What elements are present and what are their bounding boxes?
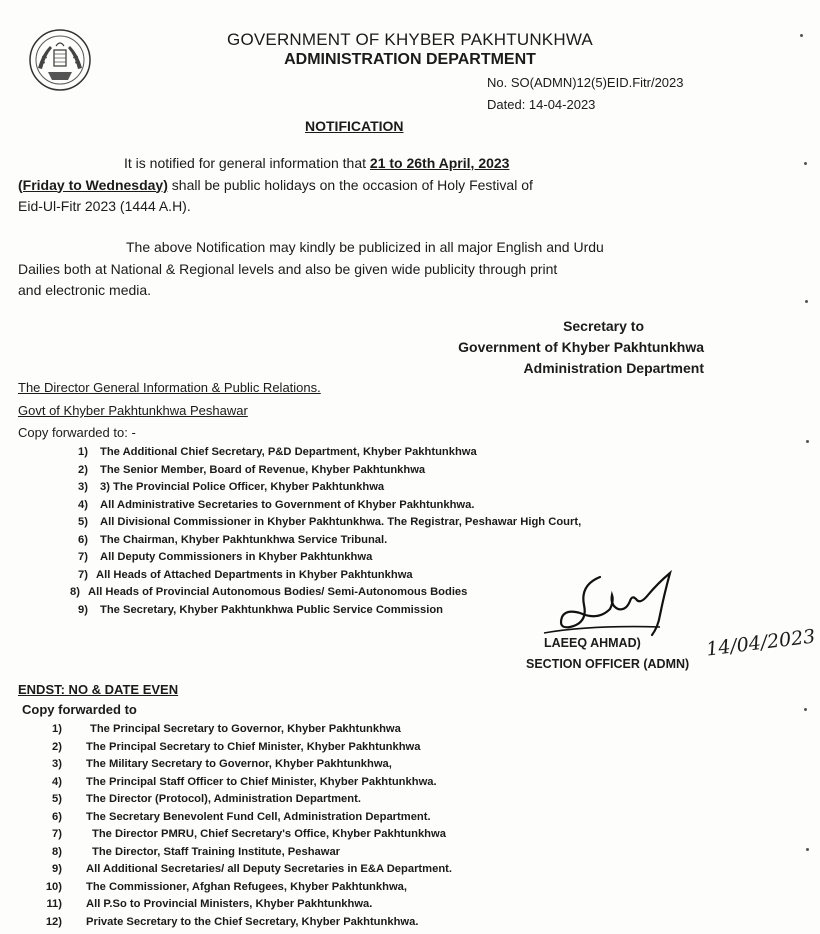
govt-heading: GOVERNMENT OF KHYBER PAKHTUNKHWA bbox=[227, 30, 593, 49]
department-heading: ADMINISTRATION DEPARTMENT bbox=[284, 51, 536, 68]
signature-date: 14/04/2023 bbox=[705, 625, 817, 661]
scan-mark bbox=[805, 300, 808, 303]
list-item: 2) The Principal Secretary to Chief Minister, Khyber Pakhtunkhwa bbox=[52, 740, 421, 753]
list-item: 7) The Director PMRU, Chief Secretary's Office, Khyber Pakhtunkhwa bbox=[52, 828, 446, 840]
endst-copy-label: Copy forwarded to bbox=[22, 702, 137, 717]
p1-text-a: It is notified for general information that bbox=[124, 155, 370, 171]
list-item: 1) The Additional Chief Secretary, P&D Department, Khyber Pakhtunkhwa bbox=[78, 446, 477, 458]
p2-text-b: Dailies both at National & Regional levels and also be given wide publicity through print bbox=[18, 260, 558, 277]
list-item: 3) 3) The Provincial Police Officer, Khyber Pakhtunkhwa bbox=[78, 481, 385, 493]
p1-text-b: shall be public holidays on the occasion of Holy Festival of bbox=[167, 176, 533, 193]
signature-icon bbox=[540, 565, 710, 645]
list-item: 4) The Principal Staff Officer to Chief Minister, Khyber Pakhtunkhwa. bbox=[52, 775, 437, 788]
signatory-block bbox=[458, 316, 704, 379]
section-officer-name: LAEEQ AHMAD) bbox=[544, 636, 641, 650]
signatory-line-3: Administration Department bbox=[523, 360, 704, 376]
signatory-line-1: Secretary to bbox=[563, 318, 644, 334]
list-item: 2) The Senior Member, Board of Revenue, Khyber Pakhtunkhwa bbox=[78, 463, 426, 476]
list-item: 5) The Director (Protocol), Administration Department. bbox=[52, 793, 361, 805]
list-item: 1) The Principal Secretary to Governor, Khyber Pakhtunkhwa bbox=[52, 723, 401, 735]
addressee-line-1: The Director General Information & Public Relations. bbox=[18, 380, 321, 395]
endst-title: ENDST: NO & DATE EVEN bbox=[18, 682, 179, 697]
list-item: 8) The Director, Staff Training Institute, Peshawar bbox=[52, 845, 341, 858]
list-item: 11) All P.So to Provincial Ministers, Khyber Pakhtunkhwa. bbox=[46, 898, 373, 910]
p2-text-c: and electronic media. bbox=[18, 282, 152, 298]
scan-mark bbox=[804, 162, 807, 165]
holiday-dates: 21 to 26th April, 2023 bbox=[369, 155, 510, 171]
p1-text-c: Eid-Ul-Fitr 2023 (1444 A.H). bbox=[18, 198, 191, 214]
list-item: 6) The Chairman, Khyber Pakhtunkhwa Service Tribunal. bbox=[78, 533, 388, 546]
holiday-days: (Friday to Wednesday) bbox=[18, 176, 168, 193]
scan-mark bbox=[804, 708, 807, 711]
copy-forwarded-list bbox=[70, 446, 581, 621]
notification-title: NOTIFICATION bbox=[305, 118, 404, 134]
notification-paragraph-2 bbox=[18, 237, 758, 302]
list-item: 3) The Military Secretary to Governor, Khyber Pakhtunkhwa, bbox=[52, 758, 392, 770]
list-item: 10) The Commissioner, Afghan Refugees, Khyber Pakhtunkhwa, bbox=[45, 880, 407, 893]
addressee-line-2: Govt of Khyber Pakhtunkhwa Peshawar bbox=[18, 403, 248, 418]
list-item: 7) All Heads of Attached Departments in Khyber Pakhtunkhwa bbox=[78, 568, 413, 581]
list-item: 7) All Deputy Commissioners in Khyber Pakhtunkhwa bbox=[78, 551, 373, 563]
p2-text-a: The above Notification may kindly be publicized in all major English and Urdu bbox=[126, 239, 604, 255]
list-item: 6) The Secretary Benevolent Fund Cell, Administration Department. bbox=[52, 810, 431, 823]
date-line: Dated: 14-04-2023 bbox=[487, 97, 596, 112]
scan-mark bbox=[800, 34, 803, 37]
list-item: 12) Private Secretary to the Chief Secretary, Khyber Pakhtunkhwa. bbox=[45, 915, 419, 928]
reference-number: No. SO(ADMN)12(5)EID.Fitr/2023 bbox=[487, 75, 684, 90]
notification-paragraph-1 bbox=[18, 153, 758, 218]
list-item: 8) All Heads of Provincial Autonomous Bodies/ Semi-Autonomous Bodies bbox=[70, 586, 468, 598]
list-item: 4) All Administrative Secretaries to Government of Khyber Pakhtunkhwa. bbox=[78, 498, 475, 511]
section-officer-title: SECTION OFFICER (ADMN) bbox=[526, 657, 690, 671]
signatory-line-2: Government of Khyber Pakhtunkhwa bbox=[458, 339, 704, 355]
scan-mark bbox=[806, 440, 809, 443]
list-item: 9) The Secretary, Khyber Pakhtunkhwa Public Service Commission bbox=[78, 603, 443, 616]
list-item: 5) All Divisional Commissioner in Khyber Pakhtunkhwa. The Registrar, Peshawar High Court, bbox=[78, 516, 582, 528]
copy-forwarded-label: Copy forwarded to: - bbox=[18, 425, 136, 440]
scan-mark bbox=[806, 848, 809, 851]
list-item: 9) All Additional Secretaries/ all Deputy Secretaries in E&A Department. bbox=[52, 863, 452, 875]
endst-copy-list bbox=[40, 723, 452, 933]
